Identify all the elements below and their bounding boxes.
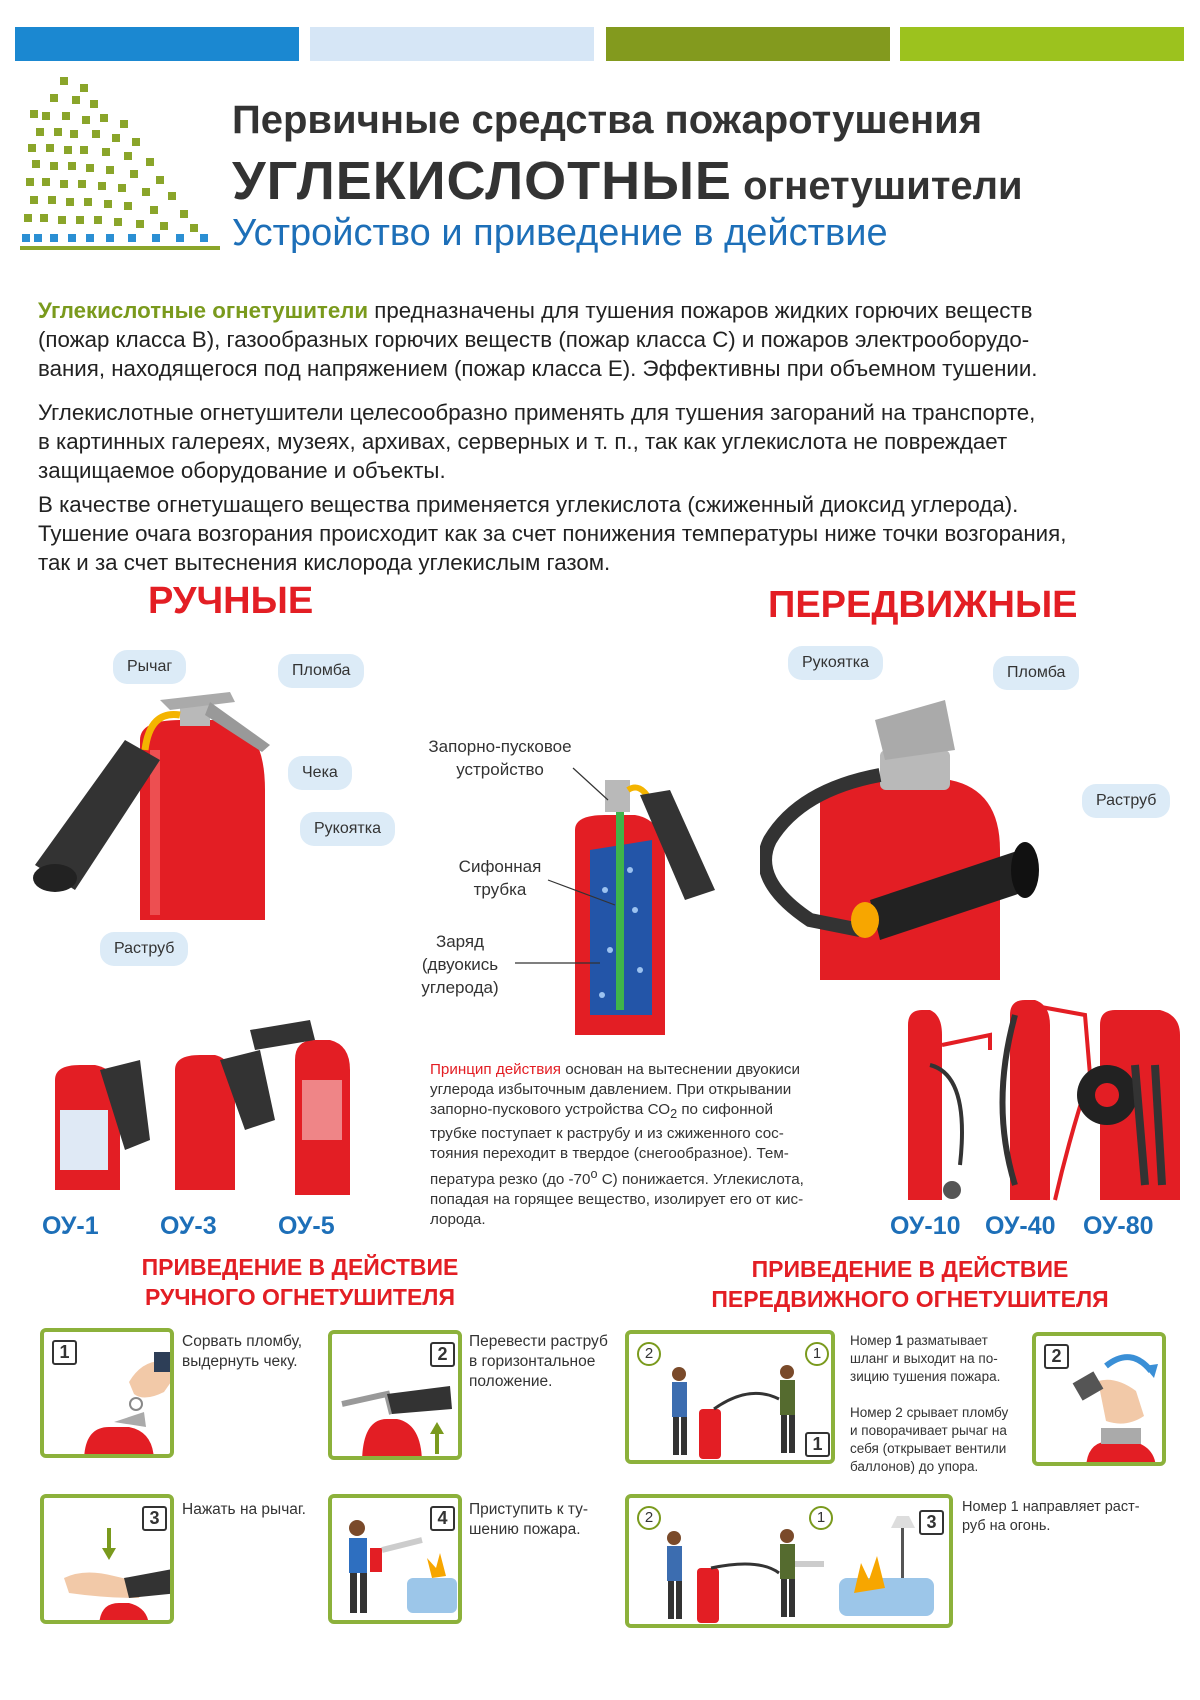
manual-step-1-line1: Сорвать пломбу, xyxy=(182,1333,303,1350)
principle-line-1 xyxy=(430,1060,850,1080)
mobile-step-3-image xyxy=(625,1494,953,1628)
mobile-step-1-number: 1 xyxy=(805,1432,830,1457)
manual-step-1-line2: выдернуть чеку. xyxy=(182,1353,298,1370)
manual-step-4-text xyxy=(469,1500,588,1540)
mobile-steps-heading-line2: ПЕРЕДВИЖНОГО ОГНЕТУШИТЕЛЯ xyxy=(711,1286,1109,1312)
mobile-step-1-illustration xyxy=(629,1334,835,1464)
mobile-models-illustration xyxy=(890,985,1190,1205)
label-horn-mobile: Раструб xyxy=(1082,784,1170,818)
manual-step-4-image xyxy=(328,1494,462,1624)
principle-lead: Принцип действия xyxy=(430,1061,561,1078)
principle-text xyxy=(430,1060,850,1230)
title-extinguishers: огнетушители xyxy=(743,164,1023,208)
manual-step-4-line1: Приступить к ту- xyxy=(469,1501,588,1518)
step-1-illustration xyxy=(44,1332,174,1458)
mobile-step-2-text xyxy=(850,1404,1008,1476)
label-pin: Чека xyxy=(288,756,352,790)
p1-line-2: (пожар класса В), газообразных горючих веществ (пожар класса С) и пожаров электрооборудо- xyxy=(38,327,1030,352)
p3-line-2: Тушение очага возгорания происходит как за счет понижения температуры ниже точки возгорания, xyxy=(38,521,1067,546)
manual-models-illustration xyxy=(40,1010,380,1200)
principle-co2-sub: 2 xyxy=(670,1107,678,1122)
mobile-step-2-line2: и поворачивает рычаг на xyxy=(850,1423,1007,1438)
step-number-3: 3 xyxy=(142,1506,167,1531)
model-ou-10: ОУ-10 xyxy=(890,1212,961,1240)
mobile-step-1-line2: шланг и выходит на по- xyxy=(850,1351,998,1366)
manual-step-2-image xyxy=(328,1330,462,1460)
model-ou-5: ОУ-5 xyxy=(278,1212,335,1240)
principle-line-3 xyxy=(430,1100,850,1124)
mobile-step-3-circle-1: 1 xyxy=(809,1506,833,1530)
mobile-step-3-text xyxy=(962,1498,1140,1536)
mobile-step-3-line1: Номер 1 направляет раст- xyxy=(962,1499,1140,1515)
manual-step-4-line2: шению пожара. xyxy=(469,1521,581,1538)
mobile-step-3-illustration xyxy=(629,1498,953,1628)
label-valve-line1: Запорно-пусковое xyxy=(428,737,572,756)
principle-l3a: запорно-пускового устройства СО xyxy=(430,1101,671,1118)
mobile-step-2-illustration xyxy=(1036,1336,1166,1466)
mobile-step-2-image xyxy=(1032,1332,1166,1466)
label-handle-manual: Рукоятка xyxy=(300,812,395,846)
manual-step-2-line1: Перевести раструб xyxy=(469,1333,608,1350)
model-ou-3: ОУ-3 xyxy=(160,1212,217,1240)
mobile-step-2-number: 2 xyxy=(1044,1344,1069,1369)
subtitle: Устройство и приведение в действие xyxy=(232,212,888,254)
label-siphon-line2: трубка xyxy=(473,880,527,899)
mobile-steps-heading xyxy=(690,1254,1130,1314)
principle-line-6 xyxy=(430,1164,850,1190)
step-3-illustration xyxy=(44,1498,174,1624)
principle-degree: o xyxy=(590,1167,598,1182)
p3-line-1: В качестве огнетушащего вещества применяется углекислота (сжиженный диоксид углерода). xyxy=(38,492,1019,517)
step-2-illustration xyxy=(332,1334,462,1460)
manual-step-3-image xyxy=(40,1494,174,1624)
label-lever: Рычаг xyxy=(113,650,186,684)
label-charge-line3: углерода) xyxy=(421,978,499,997)
manual-heading: РУЧНЫЕ xyxy=(148,580,314,622)
mobile-extinguisher-illustration xyxy=(760,680,1100,980)
mobile-step-2-line4: баллонов) до упора. xyxy=(850,1459,979,1474)
p3-line-3: так и за счет вытеснения кислорода углекислым газом. xyxy=(38,550,611,575)
step-number-2: 2 xyxy=(430,1342,455,1367)
principle-line-5: тояния переходит в твердое (снегообразное). Тем- xyxy=(430,1145,789,1163)
p1-lead: Углекислотные огнетушители xyxy=(38,298,369,323)
title-co2: УГЛЕКИСЛОТНЫЕ xyxy=(232,151,732,211)
mobile-step-1-circle-2: 2 xyxy=(637,1342,661,1366)
manual-step-3-text: Нажать на рычаг. xyxy=(182,1501,306,1518)
p1-line-3: вания, находящегося под напряжением (пожар класса Е). Эффективны при объемном тушении. xyxy=(38,356,1038,381)
p2-line-1: Углекислотные огнетушители целесообразно применять для тушения загораний на транспорте, xyxy=(38,400,1036,425)
principle-line-8: лорода. xyxy=(430,1211,486,1229)
mobile-step-1-image xyxy=(625,1330,835,1464)
manual-step-2-line2: в горизонтальное xyxy=(469,1353,596,1370)
principle-l6a: пература резко (до -70 xyxy=(430,1171,591,1189)
mobile-step-1-text xyxy=(850,1332,1000,1386)
principle-l1: основан на вытеснении двуокиси xyxy=(560,1061,800,1078)
mobile-step-1-circle-1: 1 xyxy=(805,1342,829,1366)
label-seal-mobile: Пломба xyxy=(993,656,1079,690)
label-horn-manual: Раструб xyxy=(100,932,188,966)
principle-l3b: по сифонной xyxy=(677,1101,773,1118)
p2-line-3: защищаемое оборудование и объекты. xyxy=(38,458,446,483)
manual-steps-heading-line1: ПРИВЕДЕНИЕ В ДЕЙСТВИЕ xyxy=(141,1254,459,1280)
p1-text-1: предназначены для тушения пожаров жидких горючих веществ xyxy=(368,298,1033,323)
manual-step-2-line3: положение. xyxy=(469,1373,553,1390)
principle-line-2: углерода избыточным давлением. При открывании xyxy=(430,1081,792,1098)
mobile-heading: ПЕРЕДВИЖНЫЕ xyxy=(768,584,1078,626)
manual-steps-heading xyxy=(120,1252,480,1312)
title-line-1: Первичные средства пожаротушения xyxy=(232,98,983,142)
principle-line-7: попадая на горящее вещество, изолирует его от кис- xyxy=(430,1191,804,1209)
manual-step-2-text xyxy=(469,1332,608,1392)
label-valve-line2: устройство xyxy=(456,760,544,779)
step-number-4: 4 xyxy=(430,1506,455,1531)
mobile-step-1-l1num: 1 xyxy=(895,1333,903,1348)
label-handle-mobile: Рукоятка xyxy=(788,646,883,680)
mobile-step-1-line1 xyxy=(850,1332,1000,1350)
label-charge-line1: Заряд xyxy=(435,932,485,951)
label-seal-manual: Пломба xyxy=(278,654,364,688)
model-ou-80: ОУ-80 xyxy=(1083,1212,1154,1240)
manual-step-1-image xyxy=(40,1328,174,1458)
principle-line-4: трубке поступает к раструбу и из сжиженного сос- xyxy=(430,1125,784,1143)
mobile-step-3-line2: руб на огонь. xyxy=(962,1518,1051,1534)
mobile-step-1-l1a: Номер xyxy=(850,1333,896,1348)
mobile-step-2-line1: Номер 2 срывает пломбу xyxy=(850,1405,1009,1420)
mobile-step-1-l1b: разматывает xyxy=(902,1333,988,1348)
principle-l6b: С) понижается. Углекислота, xyxy=(597,1171,804,1189)
p2-line-2: в картинных галереях, музеях, архивах, серверных и т. п., так как углекислота не повреждает xyxy=(38,429,1008,454)
mobile-steps-heading-line1: ПРИВЕДЕНИЕ В ДЕЙСТВИЕ xyxy=(751,1256,1069,1282)
manual-steps-heading-line2: РУЧНОГО ОГНЕТУШИТЕЛЯ xyxy=(145,1284,455,1310)
mobile-step-1-line3: зицию тушения пожара. xyxy=(850,1369,1001,1384)
step-number-1: 1 xyxy=(52,1340,77,1365)
label-charge-line2: (двуокись xyxy=(421,955,499,974)
mobile-step-3-circle-2: 2 xyxy=(637,1506,661,1530)
step-4-illustration xyxy=(332,1498,462,1624)
mobile-step-2-line3: себя (открывает вентили xyxy=(850,1441,1007,1456)
mobile-step-3-number: 3 xyxy=(919,1510,944,1535)
manual-step-1-text xyxy=(182,1332,302,1372)
label-siphon-line1: Сифонная xyxy=(458,857,542,876)
model-ou-40: ОУ-40 xyxy=(985,1212,1056,1240)
model-ou-1: ОУ-1 xyxy=(42,1212,99,1240)
